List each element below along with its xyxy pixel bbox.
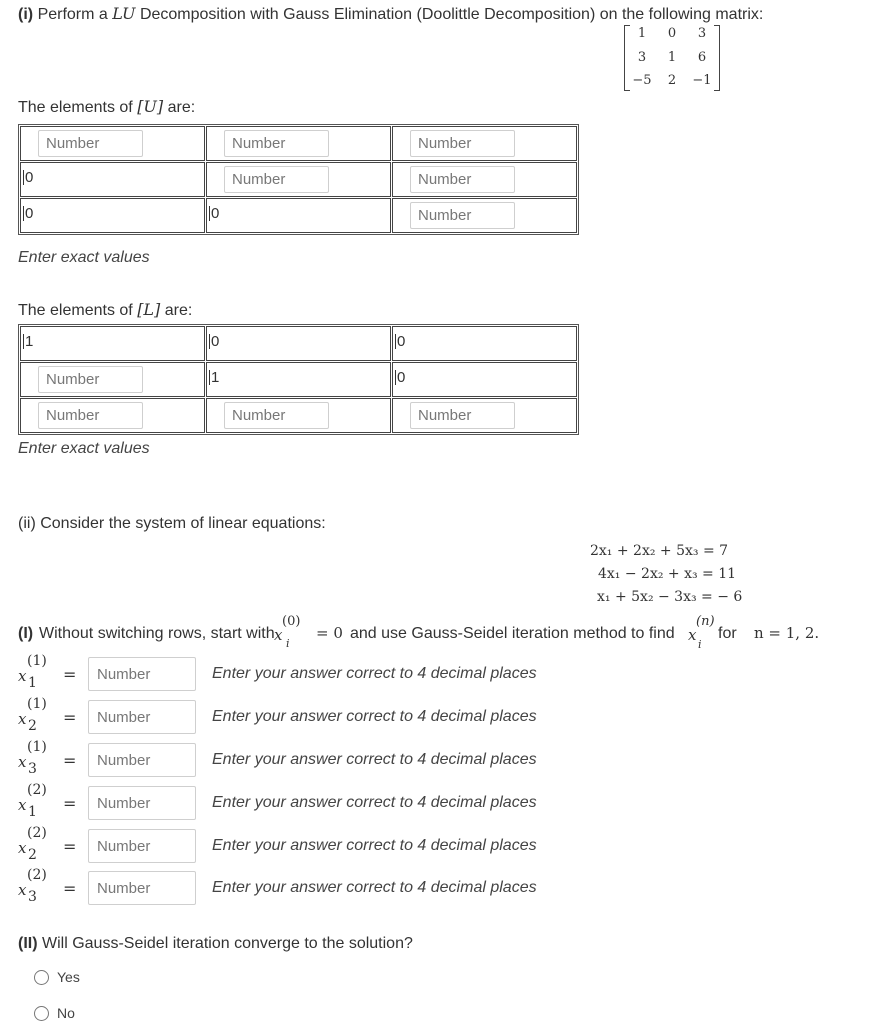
part2-title: (ii) Consider the system of linear equations:: [18, 515, 326, 532]
answer-var-x: x: [18, 839, 27, 857]
q1-find-var-x: x: [688, 626, 697, 644]
answer-variable: [18, 865, 62, 905]
answer-var-x: x: [18, 753, 27, 771]
u-cell: [20, 126, 205, 161]
l-row: [20, 326, 577, 361]
u-cell: [20, 162, 205, 197]
answer-var-sup: (2): [27, 825, 47, 841]
answer-var-x: x: [18, 710, 27, 728]
question-2: [18, 935, 413, 953]
u-row: [20, 162, 577, 197]
answer-number-input[interactable]: [88, 871, 196, 905]
answer-hint: Enter your answer correct to 4 decimal places: [212, 837, 537, 854]
l-static-value: 0: [211, 333, 220, 350]
u-cell: [392, 198, 577, 233]
l-symbol: [L]: [137, 300, 161, 319]
l-matrix-grid: [18, 324, 579, 435]
answer-hint: Enter your answer correct to 4 decimal places: [212, 751, 537, 768]
q2-text: Will Gauss-Seidel iteration converge to the solution?: [42, 935, 413, 952]
answer-var-sup: (1): [27, 739, 47, 755]
part1-title-lu: LU: [112, 4, 136, 23]
u-number-input[interactable]: [410, 130, 515, 157]
u-symbol: [U]: [137, 97, 164, 116]
l-cell: [392, 398, 577, 433]
q2-prefix: (II): [18, 935, 38, 952]
u-cell: [392, 126, 577, 161]
q1-start-sup: (0): [282, 614, 301, 629]
answer-hint: Enter your answer correct to 4 decimal places: [212, 665, 537, 682]
answer-row: [18, 867, 618, 905]
l-cell: [20, 398, 205, 433]
answer-variable: [18, 737, 62, 777]
u-number-input[interactable]: [38, 130, 143, 157]
u-row: [20, 126, 577, 161]
equals-sign: =: [63, 879, 77, 898]
matrix-cell: −5: [632, 73, 652, 88]
u-row: [20, 198, 577, 233]
l-static-value: 0: [397, 333, 406, 350]
l-static-value: 1: [25, 333, 34, 350]
l-static-value: 1: [211, 369, 220, 386]
u-number-input[interactable]: [224, 166, 329, 193]
l-static-value: 0: [397, 369, 406, 386]
u-number-input[interactable]: [410, 202, 515, 229]
coefficient-matrix: [624, 25, 720, 91]
answer-number-input[interactable]: [88, 743, 196, 777]
l-number-input[interactable]: [224, 402, 329, 429]
answer-var-sub: 2: [28, 718, 37, 734]
equation-2: 4x₁ − 2x₂ + x₃ = 11: [598, 566, 737, 582]
u-number-input[interactable]: [410, 166, 515, 193]
l-label-pre: The elements of: [18, 302, 133, 319]
l-number-input[interactable]: [38, 402, 143, 429]
matrix-cell: 1: [667, 50, 677, 65]
u-cell: [392, 162, 577, 197]
u-label-post: are:: [167, 99, 196, 116]
q1-prefix: (I): [18, 625, 34, 642]
q1-start-var-x: x: [274, 626, 283, 644]
matrix-cell: −1: [692, 73, 712, 88]
answer-var-sup: (1): [27, 653, 47, 669]
l-label-post: are:: [164, 302, 193, 319]
u-static-value: 0: [25, 205, 34, 222]
q1-find-sup: (n): [696, 614, 715, 629]
question-1: [18, 614, 868, 654]
l-cell: [392, 362, 577, 397]
u-cell: [206, 162, 391, 197]
answer-var-sub: 3: [28, 889, 37, 905]
answer-number-input[interactable]: [88, 657, 196, 691]
equals-sign: =: [63, 751, 77, 770]
answer-var-sub: 2: [28, 847, 37, 863]
part1-title-text: Perform a: [37, 6, 108, 23]
answer-var-sub: 1: [28, 804, 37, 820]
u-static-value: 0: [211, 205, 220, 222]
l-number-input[interactable]: [38, 366, 143, 393]
u-hint: Enter exact values: [18, 249, 150, 266]
answer-var-sub: 1: [28, 675, 37, 691]
l-cell: [392, 326, 577, 361]
part1-title-rest: Decomposition with Gauss Elimination: [139, 6, 413, 23]
answer-row: [18, 653, 618, 691]
q1-n-values: n = 1, 2.: [754, 624, 820, 642]
l-row: [20, 398, 577, 433]
u-label-pre: The elements of: [18, 99, 133, 116]
answer-var-x: x: [18, 796, 27, 814]
equals-sign: =: [63, 837, 77, 856]
l-hint: Enter exact values: [18, 440, 150, 457]
answer-variable: [18, 651, 62, 691]
answer-variable: [18, 823, 62, 863]
answer-row: [18, 782, 618, 820]
answer-row: [18, 696, 618, 734]
equation-3: x₁ + 5x₂ − 3x₃ = − 6: [597, 589, 743, 605]
equals-sign: =: [63, 794, 77, 813]
part1-title-doolittle: (Doolittle Decomposition): [416, 6, 596, 23]
yes-label[interactable]: Yes: [57, 969, 80, 985]
u-static-value: 0: [25, 169, 34, 186]
answer-var-x: x: [18, 667, 27, 685]
q1-start-sub: i: [286, 637, 290, 650]
part1-title: [18, 4, 763, 24]
q1-eq-zero: = 0: [316, 624, 343, 642]
yes-radio[interactable]: [34, 970, 49, 985]
part1-prefix: (i): [18, 6, 34, 23]
answer-hint: Enter your answer correct to 4 decimal places: [212, 708, 537, 725]
u-cell: [206, 198, 391, 233]
answer-number-input[interactable]: [88, 829, 196, 863]
q1-find-sub: i: [698, 638, 702, 651]
matrix-cell: 0: [667, 26, 677, 41]
answer-var-sup: (2): [27, 867, 47, 883]
l-row: [20, 362, 577, 397]
no-radio[interactable]: [34, 1006, 49, 1021]
l-cell: [206, 398, 391, 433]
answer-var-sup: (1): [27, 696, 47, 712]
answer-var-sup: (2): [27, 782, 47, 798]
u-cell: [20, 198, 205, 233]
answer-var-sub: 3: [28, 761, 37, 777]
matrix-cell: 6: [697, 50, 707, 65]
answer-hint: Enter your answer correct to 4 decimal places: [212, 794, 537, 811]
answer-number-input[interactable]: [88, 786, 196, 820]
u-number-input[interactable]: [224, 130, 329, 157]
answer-var-x: x: [18, 881, 27, 899]
equation-system: [590, 540, 742, 609]
matrix-cell: 3: [697, 26, 707, 41]
u-label: [18, 97, 195, 117]
matrix-cell: 3: [637, 50, 647, 65]
answer-hint: Enter your answer correct to 4 decimal places: [212, 879, 537, 896]
l-number-input[interactable]: [410, 402, 515, 429]
u-matrix-grid: [18, 124, 579, 235]
equals-sign: =: [63, 665, 77, 684]
l-cell: [20, 362, 205, 397]
q1-text-b: and use Gauss-Seidel iteration method to find: [350, 625, 675, 642]
no-label[interactable]: No: [57, 1005, 75, 1021]
l-label: [18, 300, 192, 320]
l-cell: [20, 326, 205, 361]
l-cell: [206, 362, 391, 397]
q1-find-var: [688, 614, 718, 654]
answer-number-input[interactable]: [88, 700, 196, 734]
equation-1: 2x₁ + 2x₂ + 5x₃ = 7: [590, 543, 729, 559]
u-cell: [206, 126, 391, 161]
matrix-cell: 1: [637, 26, 647, 41]
answer-variable: [18, 780, 62, 820]
part1-title-end: on the following matrix:: [599, 6, 764, 23]
answer-variable: [18, 694, 62, 734]
l-cell: [206, 326, 391, 361]
answer-row: [18, 739, 618, 777]
equals-sign: =: [63, 708, 77, 727]
matrix-cell: 2: [667, 73, 677, 88]
q1-text-c: for: [718, 625, 737, 642]
answer-row: [18, 825, 618, 863]
q1-text-a: Without switching rows, start with: [39, 625, 275, 642]
